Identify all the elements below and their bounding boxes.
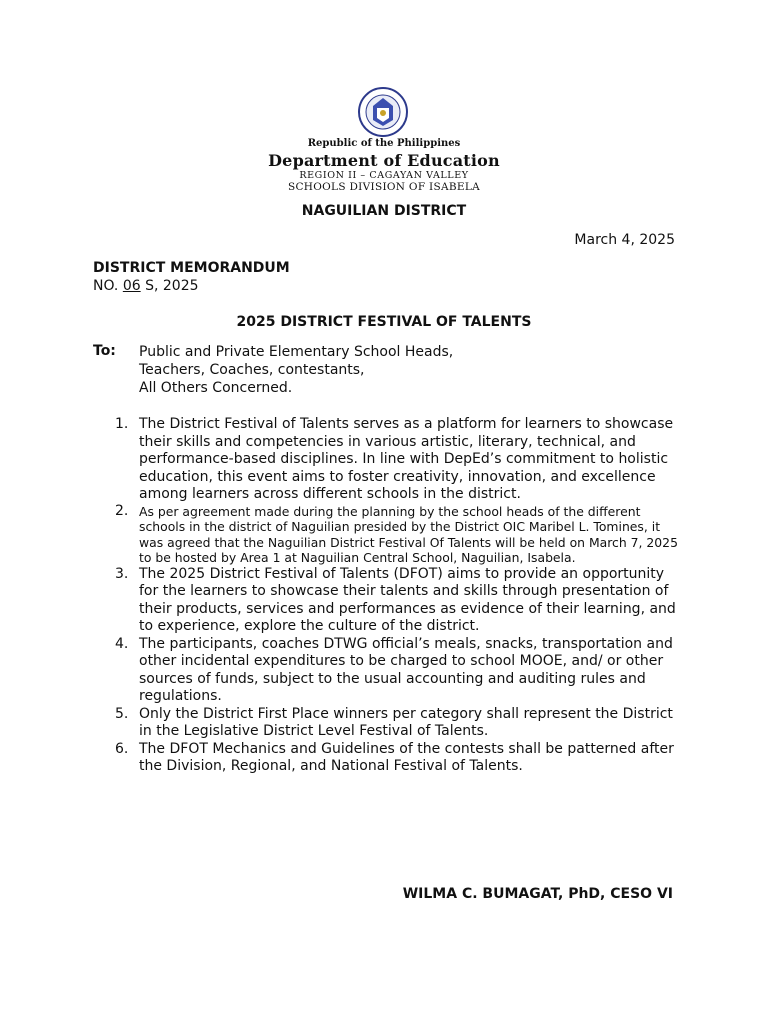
- recipient-line: Teachers, Coaches, contestants,: [139, 362, 365, 378]
- item-number: 2.: [115, 502, 129, 519]
- memo-number: [93, 278, 199, 294]
- list-item: [93, 504, 683, 566]
- item-text: The District Festival of Talents serves as a platform for learners to showcase their skills and competencies in various artistic, literary, technical, and performance-based disciplines. In line with DepEd’s commitment to holistic education, this event aims to foster creativity, innovation, and excellence among learners across different schools in the district.: [139, 416, 674, 502]
- memo-date: March 4, 2025: [574, 232, 675, 248]
- item-text: Only the District First Place winners per category shall represent the District in the Legislative District Level Festival of Talents.: [139, 705, 673, 739]
- memo-subject: 2025 DISTRICT FESTIVAL OF TALENTS: [236, 314, 532, 330]
- item-number: 5.: [115, 705, 129, 722]
- district-name: NAGUILIAN DISTRICT: [301, 203, 467, 219]
- item-number: 3.: [115, 565, 129, 582]
- deped-seal-logo: [348, 86, 418, 138]
- item-number: 4.: [115, 635, 129, 652]
- item-number: 6.: [115, 740, 129, 757]
- memo-no-suffix: S, 2025: [140, 278, 199, 294]
- division-line: SCHOOLS DIVISION OF ISABELA: [287, 181, 481, 193]
- list-item: [93, 706, 683, 741]
- recipient-line: All Others Concerned.: [139, 380, 293, 396]
- memo-no-value: 06: [122, 278, 141, 294]
- department-title: Department of Education: [268, 151, 500, 170]
- to-label: To:: [93, 343, 116, 359]
- recipients-block: [139, 343, 453, 397]
- item-text: As per agreement made during the planning by the school heads of the different schools in the district of Naguilian presided by the District OIC Maribel L. Tomines, it was agreed that the Naguilian District Festival Of Talents will be held on March 7, 2025 to be hosted by Area 1 at Naguilian Central School, Naguilian, Isabela.: [139, 503, 678, 565]
- recipient-line: Public and Private Elementary School Heads,: [139, 344, 454, 360]
- list-item: [93, 636, 683, 706]
- item-text: The 2025 District Festival of Talents (DFOT) aims to provide an opportunity for the learners to showcase their talents and skills through presentation of their products, services and performances as evidence of their learning, and to experience, explore the culture of the district.: [139, 565, 676, 634]
- list-item: [93, 741, 683, 776]
- republic-line: Republic of the Philippines: [307, 138, 461, 149]
- memo-no-prefix: NO.: [93, 278, 123, 294]
- region-line: REGION II – CAGAYAN VALLEY: [299, 170, 469, 181]
- list-item: [93, 566, 683, 636]
- memo-label: DISTRICT MEMORANDUM: [93, 260, 290, 276]
- memo-items-list: [93, 416, 683, 776]
- item-text: The participants, coaches DTWG official’s meals, snacks, transportation and other incidental expenditures to be charged to school MOOE, and/ or other sources of funds, subject to the usual accounting and auditing rules and regulations.: [139, 635, 673, 704]
- signatory-name: WILMA C. BUMAGAT, PhD, CESO VI: [402, 886, 673, 902]
- item-text: The DFOT Mechanics and Guidelines of the contests shall be patterned after the Division, Regional, and National Festival of Talents.: [139, 740, 674, 774]
- item-number: 1.: [115, 416, 129, 432]
- list-item: [93, 416, 683, 504]
